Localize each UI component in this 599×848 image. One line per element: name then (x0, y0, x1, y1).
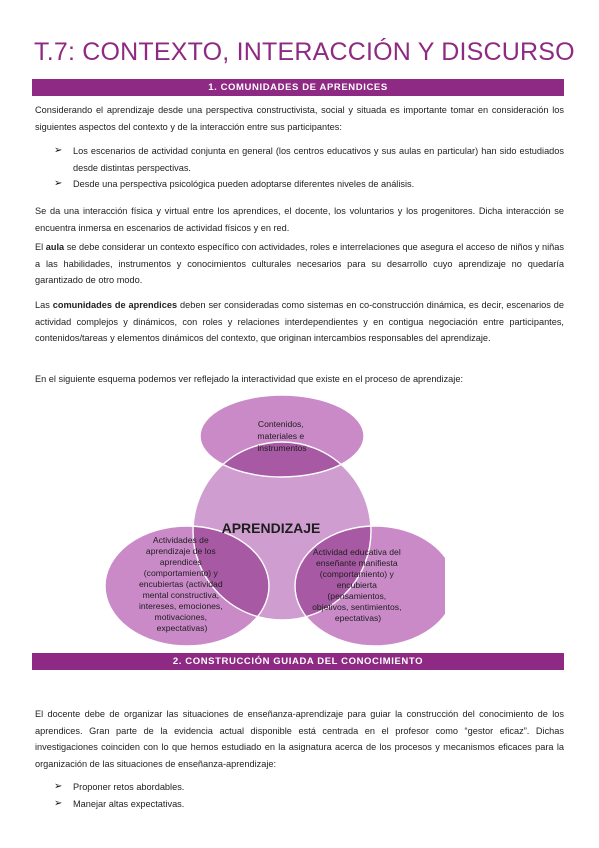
page-title: T.7: CONTEXTO, INTERACCIÓN Y DISCURSO (34, 38, 575, 66)
aula-paragraph (35, 239, 564, 289)
construccion-paragraph: El docente debe de organizar las situaciones de enseñanza-aprendizaje para guiar la construcción del conocimiento de los aprendices. Gran parte de la evidencia actual disponible está centrada en el profesor como “gestor eficaz”. Dichas investigaciones coinciden con lo que hemos estudiado en la asignatura acerca de los procesos y mecanismos eficaces para la organización de las situaciones de enseñanza-aprendizaje: (35, 709, 564, 769)
learning-interactivity-diagram (95, 393, 445, 653)
bullet-text: Desde una perspectiva psicológica pueden adoptarse diferentes niveles de análisis. (73, 179, 415, 190)
list-item (54, 796, 564, 813)
intro-paragraph: Considerando el aprendizaje desde una perspectiva constructivista, social y situada es importante tomar en consideración los siguientes aspectos del contexto y de la interacción entre sus participantes: (35, 105, 564, 132)
arrow-bullet-icon: ➢ (54, 178, 63, 190)
arrow-bullet-icon: ➢ (54, 781, 63, 792)
aprendices-label: Actividades de aprendizaje de los aprendices (comportamiento) y encubiertas (actividad mental constructiva, intereses, emociones, motivaciones, expectativas) (139, 535, 223, 633)
contenidos-label: Contenidos, materiales e instrumentos (257, 419, 307, 453)
list-item (54, 779, 564, 796)
section-heading-construccion: 2. CONSTRUCCIÓN GUIADA DEL CONOCIMIENTO (32, 653, 564, 670)
comunidades-text-pre: Las (35, 300, 53, 310)
aula-text-post: se debe considerar un contexto específico con actividades, roles e interrelaciones que asegura el acceso de niños y niñas a las habilidades, instrumentos y conocimientos culturales necesarios para su desarrollo cuyo aprendizaje no quedaría garantizado de otro modo. (35, 242, 564, 286)
bullet-text: Los escenarios de actividad conjunta en general (los centros educativos y sus aulas en particular) han sido estudiados desde distintas perspectivas. (73, 146, 564, 173)
list-item (54, 176, 564, 193)
aula-text-pre: El (35, 242, 46, 252)
bullet-list-section1 (54, 143, 564, 193)
comunidades-term: comunidades de aprendices (52, 300, 178, 310)
bullet-text: Proponer retos abordables. (73, 782, 185, 792)
arrow-bullet-icon: ➢ (54, 797, 63, 809)
aprendizaje-label: APRENDIZAJE (221, 520, 321, 536)
aula-term: aula (45, 242, 65, 252)
arrow-bullet-icon: ➢ (54, 145, 63, 156)
bullet-text: Manejar altas expectativas. (73, 798, 185, 809)
comunidades-paragraph (35, 297, 564, 347)
esquema-paragraph: En el siguiente esquema podemos ver reflejado la interactividad que existe en el proceso de aprendizaje: (35, 374, 463, 384)
interaction-paragraph: Se da una interacción física y virtual entre los aprendices, el docente, los voluntarios y los progenitores. Dicha interacción se encuentra inmersa en escenarios de actividad físicos y en red. (35, 206, 564, 233)
bullet-list-section2 (54, 779, 564, 812)
section-heading-comunidades: 1. COMUNIDADES DE APRENDICES (32, 79, 564, 96)
comunidades-text-post: deben ser consideradas como sistemas en co-construcción dinámica, es decir, escenarios de actividad complejos y dinámicos, con roles y relaciones interdependientes y en contigua negociación entre participantes, contenidos/tareas y elementos dinámicos del contexto, que originan intercambios responsables del aprendizaje. (35, 300, 565, 344)
list-item (54, 143, 564, 176)
ensenante-label: Actividad educativa del enseñante manifiesta (comportamiento) y encubierta (pensamientos, objetivos, sentimientos, epectativas) (312, 547, 402, 623)
